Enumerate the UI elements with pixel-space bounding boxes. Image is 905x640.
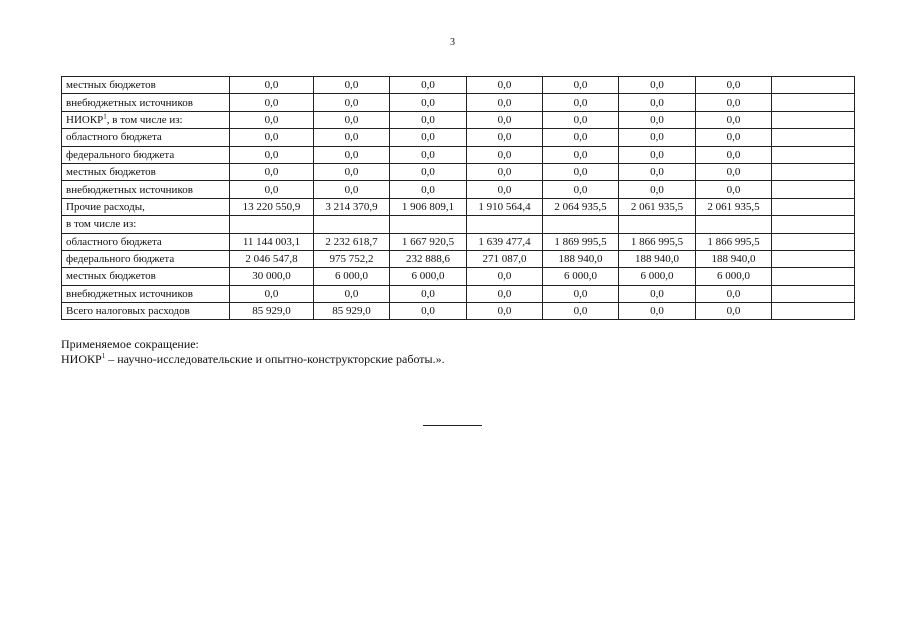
row-label-superscript: 1 bbox=[103, 112, 107, 121]
table-row bbox=[62, 163, 855, 180]
table-cell: 0,0 bbox=[696, 129, 772, 146]
table-cell: 0,0 bbox=[390, 111, 467, 128]
table-cell bbox=[772, 198, 855, 215]
table-cell: 0,0 bbox=[619, 285, 696, 302]
table-cell bbox=[772, 250, 855, 267]
table-cell: 0,0 bbox=[543, 285, 619, 302]
table-cell: 0,0 bbox=[467, 77, 543, 94]
table-cell bbox=[772, 77, 855, 94]
table-row bbox=[62, 129, 855, 146]
row-label bbox=[62, 129, 230, 146]
table-cell: 0,0 bbox=[230, 163, 314, 180]
table-cell: 0,0 bbox=[467, 285, 543, 302]
table-cell: 1 869 995,5 bbox=[543, 233, 619, 250]
row-label bbox=[62, 285, 230, 302]
table-cell: 0,0 bbox=[314, 111, 390, 128]
row-label-text: Прочие расходы, bbox=[66, 200, 145, 213]
table-cell: 0,0 bbox=[543, 146, 619, 163]
table-cell: 0,0 bbox=[467, 181, 543, 198]
row-label-text: местных бюджетов bbox=[66, 166, 156, 179]
table-row bbox=[62, 198, 855, 215]
row-label bbox=[62, 216, 230, 233]
table-cell: 13 220 550,9 bbox=[230, 198, 314, 215]
row-label bbox=[62, 181, 230, 198]
table-cell: 0,0 bbox=[314, 129, 390, 146]
table-cell: 232 888,6 bbox=[390, 250, 467, 267]
table-cell bbox=[772, 303, 855, 320]
table-cell: 0,0 bbox=[543, 129, 619, 146]
row-label bbox=[62, 146, 230, 163]
table-cell: 30 000,0 bbox=[230, 268, 314, 285]
table-cell: 0,0 bbox=[467, 163, 543, 180]
footnote-definition-text: – научно-исследовательские и опытно-конструкторские работы.». bbox=[105, 352, 445, 366]
table-row bbox=[62, 233, 855, 250]
row-label bbox=[62, 163, 230, 180]
row-label bbox=[62, 198, 230, 215]
table-row bbox=[62, 111, 855, 128]
table-cell: 0,0 bbox=[543, 111, 619, 128]
table-cell: 6 000,0 bbox=[543, 268, 619, 285]
table-cell: 0,0 bbox=[543, 181, 619, 198]
table-cell: 0,0 bbox=[467, 111, 543, 128]
table-cell bbox=[772, 111, 855, 128]
table-cell: 0,0 bbox=[619, 77, 696, 94]
row-label-text: внебюджетных источников bbox=[66, 96, 193, 109]
footnote-term-superscript: 1 bbox=[101, 352, 106, 360]
table-cell bbox=[314, 216, 390, 233]
table-cell bbox=[772, 129, 855, 146]
table-cell: 0,0 bbox=[390, 181, 467, 198]
table-cell: 0,0 bbox=[696, 285, 772, 302]
row-label-text: внебюджетных источников bbox=[66, 183, 193, 196]
table-row bbox=[62, 216, 855, 233]
table-row bbox=[62, 285, 855, 302]
table-cell: 0,0 bbox=[390, 303, 467, 320]
table-cell: 0,0 bbox=[390, 77, 467, 94]
table-cell: 0,0 bbox=[314, 94, 390, 111]
table-cell: 0,0 bbox=[619, 111, 696, 128]
table-cell bbox=[772, 94, 855, 111]
table-cell: 0,0 bbox=[467, 146, 543, 163]
row-label bbox=[62, 94, 230, 111]
table-cell: 0,0 bbox=[314, 163, 390, 180]
table-cell: 0,0 bbox=[619, 129, 696, 146]
row-label bbox=[62, 303, 230, 320]
table-cell: 0,0 bbox=[696, 146, 772, 163]
table-cell: 85 929,0 bbox=[314, 303, 390, 320]
table-cell bbox=[772, 216, 855, 233]
table-cell bbox=[390, 216, 467, 233]
table-cell: 0,0 bbox=[696, 94, 772, 111]
row-label-rest: , в том числе из: bbox=[106, 113, 183, 126]
table-cell: 11 144 003,1 bbox=[230, 233, 314, 250]
table-cell: 0,0 bbox=[230, 129, 314, 146]
table-cell: 0,0 bbox=[230, 181, 314, 198]
table-row bbox=[62, 181, 855, 198]
table-cell: 0,0 bbox=[230, 146, 314, 163]
table-cell: 0,0 bbox=[467, 129, 543, 146]
table-cell: 0,0 bbox=[543, 94, 619, 111]
table-cell: 2 046 547,8 bbox=[230, 250, 314, 267]
budget-table bbox=[61, 76, 855, 320]
row-label-text: местных бюджетов bbox=[66, 270, 156, 283]
table-cell: 1 667 920,5 bbox=[390, 233, 467, 250]
footnote-term: НИОКР bbox=[61, 352, 102, 366]
table-cell: 6 000,0 bbox=[314, 268, 390, 285]
row-label-text: федерального бюджета bbox=[66, 253, 175, 266]
table-cell: 6 000,0 bbox=[696, 268, 772, 285]
table-cell bbox=[772, 233, 855, 250]
table-cell: 975 752,2 bbox=[314, 250, 390, 267]
table-row bbox=[62, 303, 855, 320]
page-number: 3 bbox=[450, 37, 455, 48]
table-cell: 0,0 bbox=[467, 94, 543, 111]
row-label-text: областного бюджета bbox=[66, 235, 162, 248]
row-label-text: местных бюджетов bbox=[66, 79, 156, 92]
table-cell: 85 929,0 bbox=[230, 303, 314, 320]
table-cell: 0,0 bbox=[390, 129, 467, 146]
table-cell: 0,0 bbox=[390, 163, 467, 180]
table-row bbox=[62, 268, 855, 285]
table-cell: 188 940,0 bbox=[696, 250, 772, 267]
table-cell: 0,0 bbox=[390, 146, 467, 163]
table-cell: 0,0 bbox=[619, 94, 696, 111]
table-cell bbox=[772, 146, 855, 163]
table-cell: 1 639 477,4 bbox=[467, 233, 543, 250]
table-row bbox=[62, 94, 855, 111]
table-cell bbox=[696, 216, 772, 233]
table-row bbox=[62, 146, 855, 163]
table-cell: 0,0 bbox=[314, 285, 390, 302]
table-cell: 271 087,0 bbox=[467, 250, 543, 267]
table-cell: 0,0 bbox=[314, 181, 390, 198]
table-cell: 0,0 bbox=[467, 303, 543, 320]
table-cell: 0,0 bbox=[619, 146, 696, 163]
table-cell: 0,0 bbox=[696, 181, 772, 198]
row-label-text: НИОКР bbox=[66, 113, 104, 126]
row-label-text: Всего налоговых расходов bbox=[66, 305, 190, 318]
table-cell: 0,0 bbox=[619, 303, 696, 320]
table-cell: 2 232 618,7 bbox=[314, 233, 390, 250]
table-cell: 0,0 bbox=[230, 77, 314, 94]
table-cell bbox=[772, 268, 855, 285]
table-cell: 0,0 bbox=[230, 285, 314, 302]
footnote-definition bbox=[61, 352, 445, 367]
table-cell: 0,0 bbox=[390, 285, 467, 302]
table-cell: 3 214 370,9 bbox=[314, 198, 390, 215]
table-cell: 188 940,0 bbox=[543, 250, 619, 267]
table-cell: 6 000,0 bbox=[390, 268, 467, 285]
table-cell: 0,0 bbox=[230, 94, 314, 111]
table-body bbox=[62, 77, 855, 320]
table-cell: 1 866 995,5 bbox=[619, 233, 696, 250]
table-cell: 0,0 bbox=[696, 111, 772, 128]
table-cell: 0,0 bbox=[696, 303, 772, 320]
table-cell: 0,0 bbox=[314, 146, 390, 163]
table-cell: 0,0 bbox=[696, 77, 772, 94]
table-cell: 6 000,0 bbox=[619, 268, 696, 285]
row-label bbox=[62, 250, 230, 267]
table-cell: 0,0 bbox=[619, 163, 696, 180]
table-cell: 2 061 935,5 bbox=[696, 198, 772, 215]
table-cell bbox=[543, 216, 619, 233]
row-label bbox=[62, 111, 230, 128]
table-cell: 188 940,0 bbox=[619, 250, 696, 267]
row-label-text: федерального бюджета bbox=[66, 148, 175, 161]
table-cell: 0,0 bbox=[390, 94, 467, 111]
footnote bbox=[61, 337, 445, 367]
table-cell bbox=[619, 216, 696, 233]
row-label bbox=[62, 233, 230, 250]
table-cell: 0,0 bbox=[543, 163, 619, 180]
table-cell: 1 910 564,4 bbox=[467, 198, 543, 215]
table-cell: 0,0 bbox=[543, 303, 619, 320]
table-cell: 0,0 bbox=[230, 111, 314, 128]
table-cell: 2 064 935,5 bbox=[543, 198, 619, 215]
row-label bbox=[62, 268, 230, 285]
row-label-text: внебюджетных источников bbox=[66, 287, 193, 300]
table-cell bbox=[467, 216, 543, 233]
row-label bbox=[62, 77, 230, 94]
table-row bbox=[62, 250, 855, 267]
table-cell bbox=[772, 181, 855, 198]
table-cell: 2 061 935,5 bbox=[619, 198, 696, 215]
row-label-text: в том числе из: bbox=[66, 218, 137, 231]
table-cell bbox=[772, 163, 855, 180]
row-label-text: областного бюджета bbox=[66, 131, 162, 144]
table-row bbox=[62, 77, 855, 94]
table-cell: 0,0 bbox=[619, 181, 696, 198]
footnote-heading: Применяемое сокращение: bbox=[61, 337, 199, 351]
table-cell: 1 906 809,1 bbox=[390, 198, 467, 215]
table-cell: 0,0 bbox=[467, 268, 543, 285]
end-of-document-rule bbox=[423, 425, 482, 426]
table-cell: 0,0 bbox=[696, 163, 772, 180]
table-cell: 1 866 995,5 bbox=[696, 233, 772, 250]
table-cell bbox=[772, 285, 855, 302]
table-cell bbox=[230, 216, 314, 233]
table-cell: 0,0 bbox=[314, 77, 390, 94]
table-cell: 0,0 bbox=[543, 77, 619, 94]
